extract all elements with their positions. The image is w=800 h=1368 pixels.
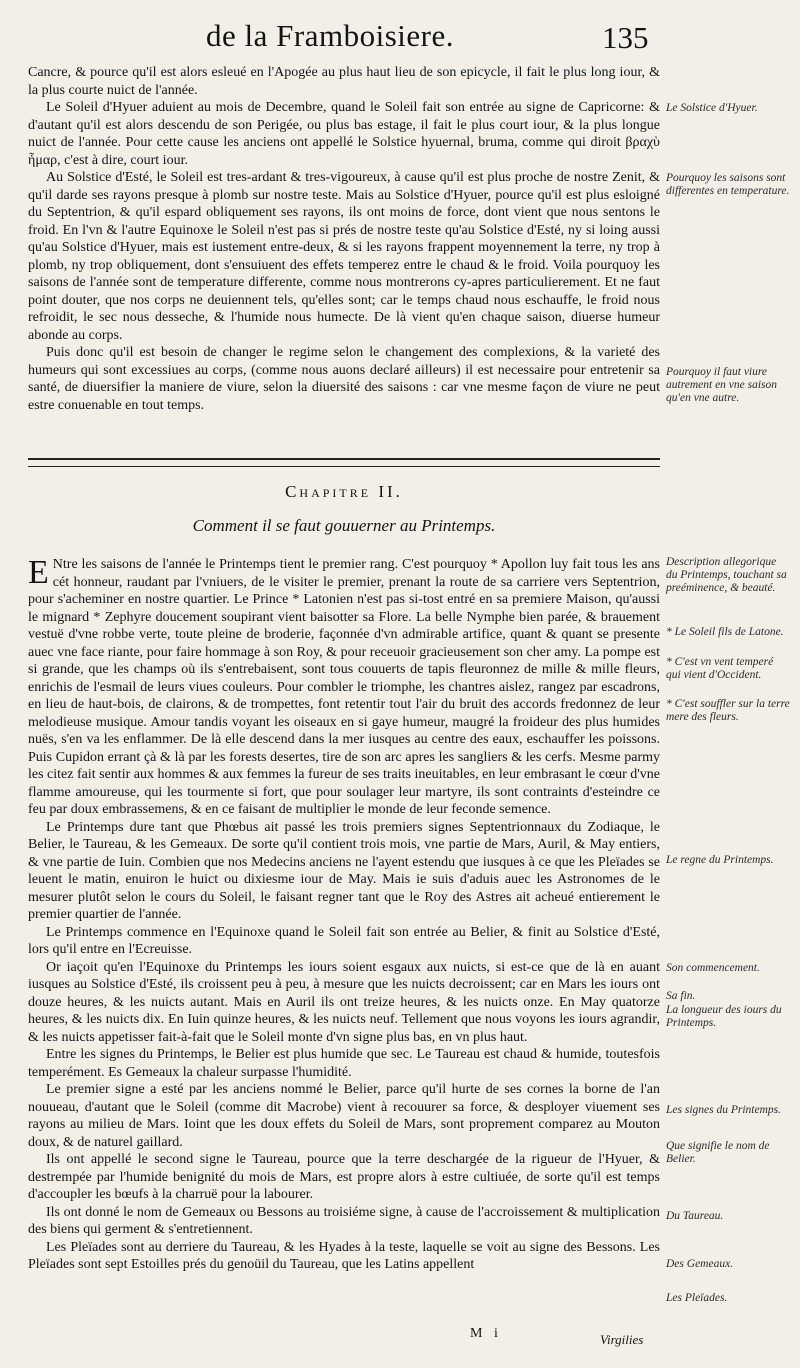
text-block-1: [28, 64, 660, 414]
margin-note: Son commencement.: [666, 962, 760, 974]
paragraph: Puis donc qu'il est besoin de changer le regime selon le changement des complexions, & la varieté des humeurs qui sont excessiues au corps, (comme nous auons declaré ailleurs) il est necessaire pour entretenir sa santé, de diuersifier la maniere de viure, selon la diuersité des saisons : car vne mesme façon de viure ne peut estre conuenable en tout temps.: [28, 345, 660, 413]
margin-note: La longueur des iours du Printemps.: [666, 1004, 782, 1029]
text-block-2: [28, 556, 660, 1274]
section-divider: [28, 458, 660, 467]
margin-note: Les signes du Printemps.: [666, 1104, 781, 1116]
paragraph-text: Ntre les saisons de l'année le Printemps tient le premier rang. C'est pourquoy * Apollon luy fait tous les ans cét honneur, raudant par l'vniuers, de le visiter le premier, prenant la route de sa carriere vers Septentrion, pour s'acheminer en nostre quartier. Le Prince * Latonien n'est pas si-tost entré en sa premiere Maison, qu'aussi le mignard * Zephyre doucement soupirant vient baisotter sa Flore. La belle Nymphe bien parée, & brauement vestuë d'vne robbe verte, toute pleine de broderie, façonnée d'vn admirable artifice, quant & quant se presente auec vne face riante, pour faire hommage à son Roy, & pour receuoir gracieusement son cher amy. La pompe est si grande, que les champs où ils s'entrebaisent, sont tous couuerts de tapis fleuronnez de mille & mille fleurs, enrichis de l'esmail de leurs viues couleurs. Pour combler le triomphe, les chantres aislez, rangez par escadrons, en lieu de haut-bois, de clairons, & de trompettes, font retentir tout l'air du bruit des accords fredonnez de leur melodieuse musique. Amour tandis voyant les oiseaux en si gaye humeur, maugré la froideur des plus humides nuës, s'en va les enflammer. De là elle descend dans la mer iusques au centre des eaux, eschauffer les poissons. Puis Cupidon errant çà & là par les forests desertes, tire de son arc apres les sangliers & les cerfs. Mesme parmy les citez fait sentir aux hommes & aux femmes la fureur de ses traits ineuitables, en leur embrasant le cœur d'vne flamme amoureuse, qui les tourmente si fort, que pour soulager leur martyre, ils sont contraints d'esteindre ce feu par doux embrassemens, & en ce faisant de multiplier le monde de leur feconde semence.: [28, 557, 660, 817]
margin-note: Que signifie le nom de Belier.: [666, 1140, 770, 1165]
drop-cap: E: [28, 554, 49, 591]
page-number: 135: [602, 20, 649, 55]
paragraph: Cancre, & pource qu'il est alors esleué en l'Apogée au plus haut lieu de son epicycle, il fait le plus long iour, & la plus courte nuict de l'année.: [28, 65, 660, 98]
paragraph: Le Printemps commence en l'Equinoxe quand le Soleil fait son entrée au Belier, & finit au Solstice d'Esté, lors qu'il entre en l'Ecreuisse.: [28, 924, 660, 957]
paragraph: [28, 556, 660, 819]
paragraph: Au Solstice d'Esté, le Soleil est tres-ardant & tres-vigoureux, à cause qu'il est plus proche de nostre Zenit, & qu'il darde ses rayons presque à plomb sur nostre teste. Mais au Solstice d'Hyuer, pource qu'il est plus esloigné du Septentrion, & qu'il espard obliquement ses rayons, ils ont moins de force, dont vient que nous sentons le froid. En l'vn & l'autre Equinoxe le Soleil n'est pas si prés de nostre teste qu'au Solstice d'Esté, ny si loing aussi qu'au Solstice d'Hyuer, mais est iustement entre-deux, & si les rayons frappent moyennement la terre, ny trop à plomb, ny trop obliquement, dont s'ensuiuent des effets temperez entre le chaud & le froid. Voila pourquoy les saisons de l'année sont de temperature differente, comme nous montrerons cy-apres particulierement. Et ne faut point douter, que nos corps ne deuiennent tels, qu'elles sont; car le temps chaud nous eschauffe, le froid nous refroidit, le sec nous desseche, & l'humide nous humecte. De là vient qu'en chaque saison, diuerse humeur abonde au corps.: [28, 170, 660, 343]
margin-note: Pourquoy il faut viure autrement en vne saison qu'en vne autre.: [666, 366, 778, 404]
paragraph: Le premier signe a esté par les anciens nommé le Belier, parce qu'il hurte de ses cornes la borne de l'an nouueau, d'autant que le Soleil (comme dit Macrobe) vient à recouurer sa force, & desployer viuement ses rayons au milieu de Mars. Ioint que les doux effets du Soleil de Mars, sont proprement comparez au Mouton doux, & de naturel gaillard.: [28, 1082, 660, 1150]
margin-note: Le Solstice d'Hyuer.: [666, 102, 758, 114]
margin-note: * Le Soleil fils de Latone.: [666, 626, 784, 638]
margin-note: Le regne du Printemps.: [666, 854, 774, 866]
paragraph: Entre les signes du Printemps, le Belier est plus humide que sec. Le Taureau est chaud & humide, toutesfois temperément. Es Gemeaux la chaleur surpasse l'humidité.: [28, 1047, 660, 1080]
paragraph: Or iaçoit qu'en l'Equinoxe du Printemps les iours soient esgaux aux nuicts, si est-ce que de là en auant iusques au Solstice d'Esté, ils croissent peu à peu, à mesure que les nuicts decroissent; car en Mars les iours ont douze heures, & les nuicts autant. Mais en Auril ils ont treize heures, & les nuicts onze. En May quatorze heures, & les nuicts dix. En Iuin quinze heures, & les nuicts neuf. Tellement que nous voyons les iours agrandir, & les nuicts appetisser fait-à-fait que le Soleil monte d'vn signe plus bas, en vn plus haut.: [28, 959, 660, 1045]
margin-note: Description allegorique du Printemps, touchant sa preéminence, & beauté.: [666, 556, 787, 594]
margin-note: * C'est vn vent temperé qui vient d'Occident.: [666, 656, 774, 681]
running-title: de la Framboisiere.: [206, 18, 454, 53]
margin-note: Des Gemeaux.: [666, 1258, 734, 1270]
signature-mark: M i: [470, 1326, 502, 1341]
paragraph: Le Soleil d'Hyuer aduient au mois de Decembre, quand le Soleil fait son entrée au signe de Capricorne: & d'autant qu'il est alors descendu de son Perigée, ou plus bas estage, il fait le plus court iour, & la plus longue nuict de l'année. Pour cette cause les anciens ont appellé le Solstice hyuernal, bruma, comme qui diroit βραχὺ ἦμαρ, c'est à dire, court iour.: [28, 100, 660, 168]
chapter-subtitle: Comment il se faut gouuerner au Printemps.: [192, 516, 496, 535]
margin-note: Les Pleïades.: [666, 1292, 728, 1304]
margin-note: Sa fin.: [666, 990, 696, 1002]
paragraph: Les Pleïades sont au derriere du Taureau, & les Hyades à la teste, laquelle se voit au signe des Bessons. Les Pleïades sont sept Estoilles prés du genoüil du Taureau, que les Latins appellent: [28, 1239, 660, 1272]
margin-note: Pourquoy les saisons sont differentes en temperature.: [666, 172, 790, 197]
chapter-heading: Chapitre II.: [285, 482, 403, 501]
margin-note: Du Taureau.: [666, 1210, 724, 1222]
paragraph: Le Printemps dure tant que Phœbus ait passé les trois premiers signes Septentrionnaux du Zodiaque, le Belier, le Taureau, & les Gemeaux. De sorte qu'il contient trois mois, vne partie de Mars, Auril, & May entiers, & vne partie de Iuin. Combien que nos Medecins anciens ne l'ayent estendu que iusques à ce que les Pleïades se leuent le matin, enuiron le huict ou dixiesme iour de May. Mais ie suis d'aduis auec les Astronomes de le mesurer plutôt selon le cours du Soleil, le faisant regner tant que le Roy des Astres ait acheué entierement le premier quartier de l'année.: [28, 819, 660, 922]
paragraph: Ils ont appellé le second signe le Taureau, pource que la terre deschargée de la rigueur de l'Hyuer, & destrempée par l'humide benignité du mois de Mars, est propre alors à estre cultiuée, de sorte qu'il est temps d'accoupler les bœufs à la charruë pour la labourer.: [28, 1152, 660, 1202]
paragraph: Ils ont donné le nom de Gemeaux ou Bessons au troisiéme signe, à cause de l'accroissement & multiplication des biens qui germent & s'entretiennent.: [28, 1204, 660, 1237]
margin-note: * C'est souffler sur la terre mere des fleurs.: [666, 698, 790, 723]
catchword: Virgilies: [600, 1332, 644, 1347]
